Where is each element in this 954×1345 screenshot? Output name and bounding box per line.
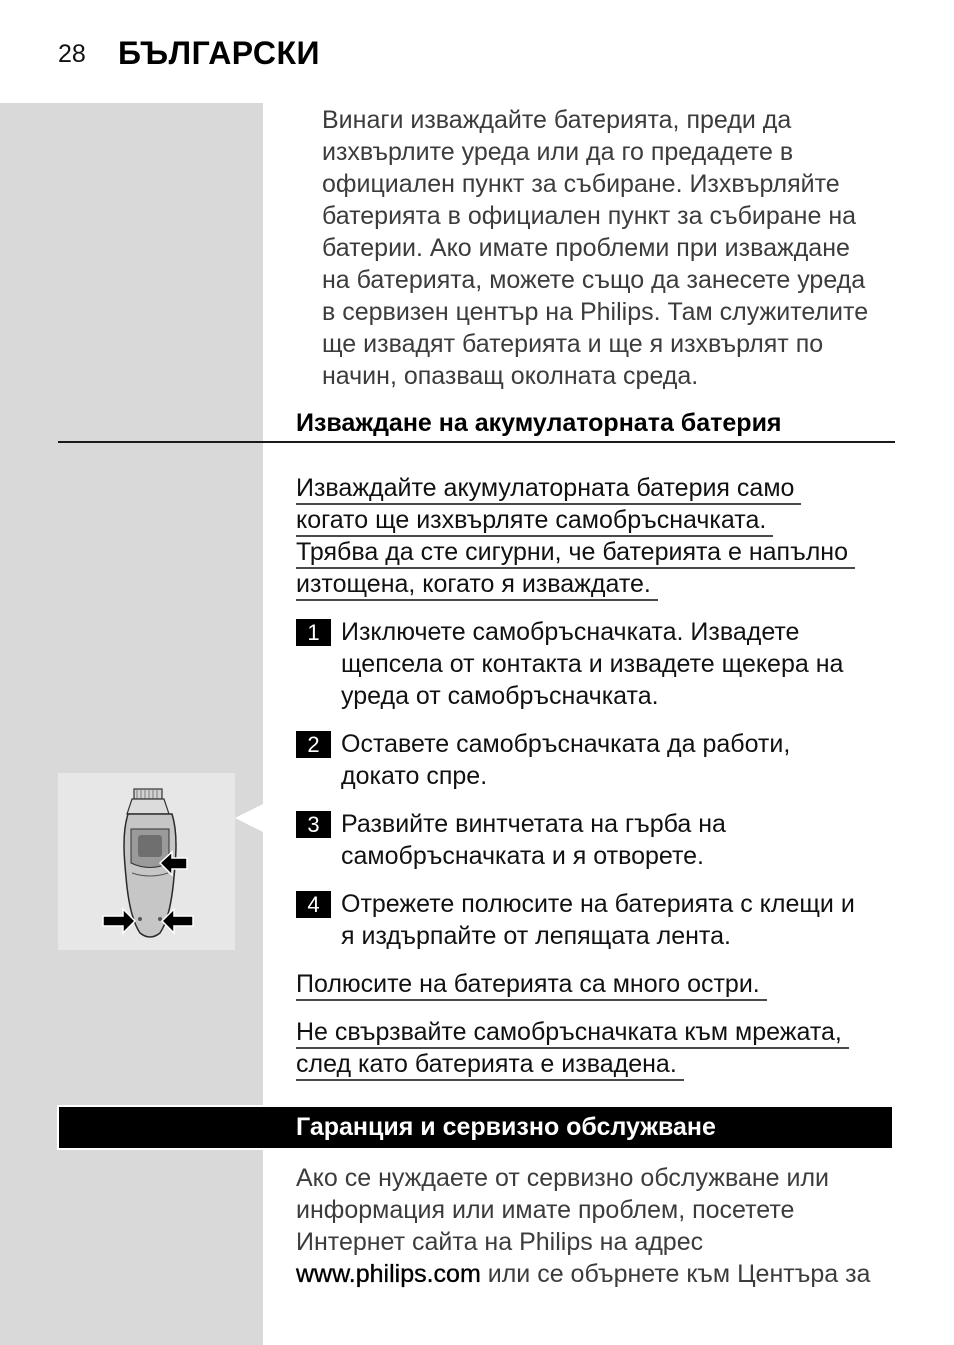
notice-line: Трябва да сте сигурни, че батерията е напълно [296, 537, 855, 569]
warning-do-not-connect [296, 1017, 849, 1081]
notice-line: когато ще изхвърляте самобръсначката. [296, 505, 773, 537]
paragraph-line: изхвърлите уреда или да го предадете в [322, 138, 794, 166]
guarantee-paragraph [296, 1162, 870, 1290]
warning-line: Не свързвайте самобръсначката към мрежата, [296, 1017, 849, 1049]
battery-removal-notice [296, 473, 855, 601]
paragraph-line: на батерията, можете също да занесете уреда [322, 266, 866, 294]
section-heading-battery-removal: Изваждане на акумулаторната батерия [296, 409, 782, 437]
figure-pointer [235, 803, 263, 833]
paragraph-text: или се обърнете към Центъра за [487, 1260, 871, 1288]
language-title: БЪЛГАРСКИ [118, 35, 320, 71]
paragraph-line: в сервизен център на Philips. Там служителите [322, 298, 869, 326]
step-text-line: щепсела от контакта и извадете щекера на [341, 650, 844, 678]
warning-sharp-poles [296, 969, 767, 1001]
philips-website-link: www.philips.com [296, 1260, 481, 1288]
step-text-line: уреда от самобръсначката. [341, 682, 659, 710]
step-text-line: я издърпайте от лепящата лента. [341, 922, 731, 950]
notice-line: Изваждайте акумулаторната батерия само [296, 473, 801, 505]
paragraph-line: Интернет сайта на Philips на адрес [296, 1228, 704, 1256]
paragraph-line: начин, опазващ околната среда. [322, 362, 699, 390]
step-text-line: Развийте винтчетата на гърба на [341, 810, 726, 838]
paragraph-line: Винаги изваждайте батерията, преди да [322, 106, 792, 134]
section-heading-bar-guarantee [57, 1105, 894, 1150]
paragraph-line: батерията в официален пункт за събиране на [322, 202, 857, 230]
step-text-line: самобръсначката и я отворете. [341, 842, 704, 870]
paragraph-line [296, 1258, 870, 1290]
step-number-badge: 2 [296, 731, 331, 758]
notice-line: изтощена, когато я изваждате. [296, 569, 658, 601]
paragraph-line: Ако се нуждаете от сервизно обслужване или [296, 1164, 830, 1192]
paragraph-line: батерии. Ако имате проблеми при изваждане [322, 234, 850, 262]
paragraph-line: ще извадят батерията и ще я изхвърлят по [322, 330, 824, 358]
disposal-note-paragraph [322, 104, 868, 392]
step-number-badge: 4 [296, 891, 331, 918]
warning-line: след като батерията е извадена. [296, 1049, 684, 1081]
step-text [341, 888, 855, 952]
step-text [341, 728, 790, 792]
step-number-badge: 3 [296, 811, 331, 838]
shaver-illustration [58, 773, 235, 950]
warning-line: Полюсите на батерията са много остри. [296, 969, 767, 1001]
left-margin-column [0, 103, 263, 1345]
step-number-badge: 1 [296, 619, 331, 646]
section-heading-guarantee: Гаранция и сервизно обслужване [296, 1113, 716, 1141]
page-number: 28 [58, 40, 86, 68]
section-divider [58, 441, 895, 443]
paragraph-line: информация или имате проблем, посетете [296, 1196, 795, 1224]
step-text-line: докато спре. [341, 762, 488, 790]
shaver-illustration-svg [58, 773, 235, 950]
step-text-line: Отрежете полюсите на батерията с клещи и [341, 890, 855, 918]
step-text [341, 808, 726, 872]
step-1 [296, 616, 896, 716]
step-text-line: Оставете самобръсначката да работи, [341, 730, 791, 758]
step-text-line: Изключете самобръсначката. Извадете [341, 618, 800, 646]
paragraph-line: официален пункт за събиране. Изхвърляйте [322, 170, 840, 198]
arrow-right-icon [103, 909, 135, 933]
step-text [341, 616, 843, 712]
